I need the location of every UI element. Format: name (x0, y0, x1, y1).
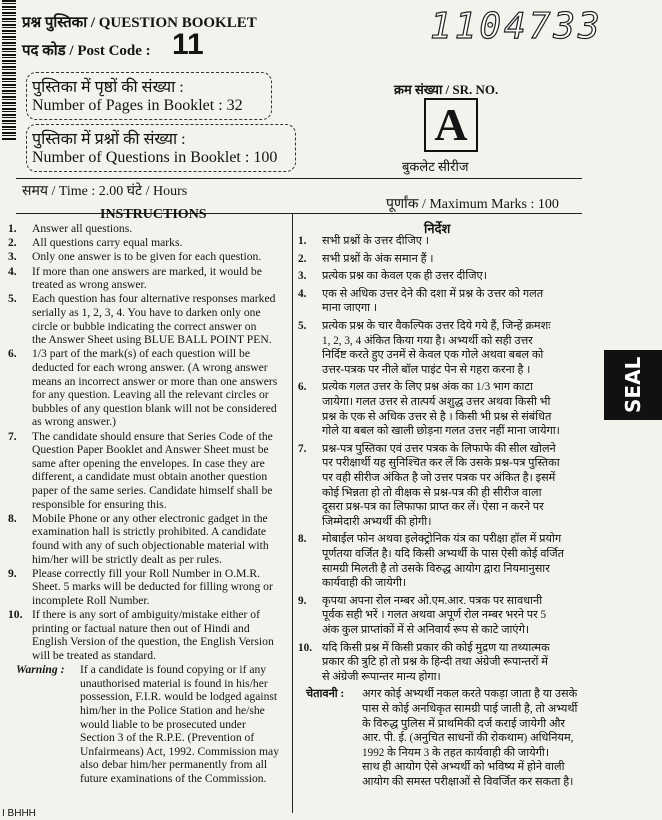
en-item-line: All questions carry equal marks. (32, 236, 183, 250)
en-item-line: If more than one answers are marked, it would be (32, 264, 262, 278)
en-item-line: Mobile Phone or any other electronic gadget in the (32, 511, 268, 525)
en-item-line: him/her will be strictly dealt as per rules. (32, 552, 222, 566)
en-item-line: 1/3 part of the mark(s) of each question will be (32, 347, 250, 361)
hi-item-number: 1. (298, 235, 307, 247)
instructions-en (8, 222, 288, 812)
questions-label-en: Number of Questions in Booklet : 100 (32, 149, 278, 166)
en-item-line: The candidate should ensure that Series Code of the (32, 429, 273, 443)
hi-item-line: से अंग्रेजी रूपान्तर मान्य होगा। (322, 670, 441, 683)
instructions-title-hi: निर्देश (424, 221, 451, 236)
en-item-line: different, a candidate must obtain another question (32, 470, 268, 484)
hi-warning-line: आयोग की समस्त परीक्षाओं से विवर्जित कर सकता है। (362, 776, 574, 788)
hi-item-number: 2. (298, 252, 307, 265)
en-item-line: paper of the same series. Candidate himself shall be (32, 484, 273, 497)
en-item-line: printing or factual nature then out of Hindi and (32, 621, 250, 635)
en-item-line: English Version of the question, the English Version (32, 635, 274, 649)
hi-item-line: पर वही सीरीज अंकित है जो उत्तर पत्रक पर अंकित है। इसमें (322, 472, 556, 484)
hi-item-line: अंक कुल प्राप्तांकों में से अनिवार्य रूप से काटे जाएंगे। (322, 624, 530, 636)
en-item-number: 3. (8, 250, 17, 264)
en-item-line: examination hall is strictly prohibited. A candidate (32, 525, 267, 539)
hi-item-number: 7. (298, 442, 307, 455)
hi-warning-line: पास से कोई अनधिकृत सामग्री पाई जाती है, तो अभ्यर्थी (362, 703, 578, 715)
hi-item-line: प्रत्येक प्रश्न के चार वैकल्पिक उत्तर दिये गये हैं, जिन्हें क्रमशः (322, 320, 551, 332)
instructions-title-en: INSTRUCTIONS (100, 207, 207, 222)
en-item-line: Sheet. 5 marks will be deducted for filling wrong or (32, 580, 273, 594)
sr-no-label: क्रम संख्या / SR. NO. (394, 82, 499, 97)
en-item-line: for any question. Leaving all the relevant circles or (32, 388, 269, 402)
en-item-number: 2. (8, 236, 17, 250)
en-item-line: means an incorrect answer or more than one answers (32, 374, 278, 388)
hi-item-number: 3. (298, 270, 307, 283)
hi-item-line: सामग्री मिलती है तो उसके विरुद्ध आयोग द्वारा नियमानुसार (322, 562, 550, 575)
hi-item-line: पूर्वक सही भरें । गलत अथवा अपूर्ण रोल नम्बर भरने पर 5 (322, 609, 547, 622)
seal-tab: SEAL (604, 350, 662, 420)
en-item-line: Only one answer is to be given for each question. (32, 250, 262, 264)
hi-warning-line: आर. पी. ई. (अनुचित साधनों की रोकथाम) अधिनियम, (362, 732, 574, 745)
instructions-hi (298, 234, 588, 814)
pages-label-en: Number of Pages in Booklet : 32 (32, 97, 243, 114)
en-item-line: Question Paper Booklet and Answer Sheet must be (32, 443, 269, 457)
hi-item-line: सभी प्रश्नों के अंक समान हैं । (322, 252, 434, 265)
en-warning-line: possession, F.I.R. would be lodged against (80, 690, 278, 704)
hi-warning-line: अगर कोई अभ्यर्थी नकल करते पकड़ा जाता है या उसके (362, 688, 578, 701)
en-warning-line: unauthorised material is found in his/her (80, 676, 268, 690)
en-item-number: 10. (8, 608, 23, 622)
hi-warning-line: साथ ही आयोग ऐसे अभ्यर्थी को भविष्य में होने वाली (362, 761, 565, 774)
en-item-number: 9. (8, 566, 17, 580)
hi-item-line: कार्यवाही की जायेगी। (322, 577, 407, 590)
en-warning-line: would liable to be prosecuted under (80, 717, 246, 731)
en-item-line: Please correctly fill your Roll Number in O.M.R. (32, 566, 260, 580)
en-warning-label: Warning : (16, 663, 65, 677)
column-divider (292, 213, 293, 813)
en-warning-line: Unfairmeans) Act, 1992. Commission may (80, 744, 280, 758)
en-warning-line: Section 3 of the R.P.E. (Prevention of (80, 731, 255, 745)
en-item-line: found with any of such objectionable material with (32, 539, 269, 552)
en-item-line: will be treated as standard. (32, 649, 156, 662)
en-warning-line: him/her in the Police Station and he/she (80, 704, 265, 717)
series-label: बुकलेट सीरीज (402, 159, 469, 174)
en-item-line: Answer all questions. (32, 222, 133, 235)
en-item-line: If there is any sort of ambiguity/mistake either of (32, 608, 260, 622)
post-code-label: पद कोड / Post Code : (22, 43, 151, 59)
questions-label-hi: पुस्तिका में प्रश्नों की संख्या : (32, 131, 186, 148)
hi-item-number: 4. (298, 287, 307, 300)
hi-item-line: माना जाएगा । (322, 302, 378, 315)
hi-item-number: 6. (298, 381, 307, 394)
hi-item-line: उत्तर-पत्रक पर नीले बॉल पाइंट पेन से गहरा करना है । (322, 363, 531, 376)
en-item-line: Each question has four alternative responses marked (32, 292, 276, 306)
hi-item-number: 8. (298, 533, 307, 546)
hi-item-line: प्रत्येक गलत उत्तर के लिए प्रश्न अंक का 1/3 भाग काटा (322, 381, 533, 394)
en-item-number: 4. (8, 264, 17, 278)
en-warning-line: future examinations of the Commission. (80, 772, 267, 785)
hi-item-line: कृपया अपना रोल नम्बर ओ.एम.आर. पत्रक पर सावधानी (322, 594, 543, 607)
hi-item-line: पूर्णतया वर्जित है। यदि किसी अभ्यर्थी के पास ऐसी कोई वर्जित (322, 548, 564, 560)
en-item-line: incomplete Roll Number. (32, 594, 150, 607)
hi-item-line: पर परीक्षार्थी यह सुनिश्चित कर लें कि उसके प्रश्न-पत्र पुस्तिका (322, 457, 560, 470)
time-label: समय / Time : 2.00 घंटे / Hours (22, 184, 188, 199)
en-item-number: 7. (8, 429, 17, 443)
hi-item-number: 9. (298, 594, 307, 607)
hi-warning-line: 1992 के नियम 3 के तहत कार्यवाही की जायेगी। (362, 746, 550, 759)
hi-item-line: प्रत्येक प्रश्न का केवल एक ही उत्तर दीजिए। (322, 270, 487, 283)
barcode (2, 0, 16, 140)
hi-item-line: प्रश्न-पत्र पुस्तिका एवं उत्तर पत्रक के लिफाफे की सील खोलने (322, 442, 556, 455)
en-item-line: the Answer Sheet using BLUE BALL POINT PEN. (32, 333, 272, 347)
hi-item-number: 10. (298, 641, 312, 654)
en-item-line: same after opening the envelopes. In case they are (32, 456, 265, 470)
pages-label-hi: पुस्तिका में पृष्ठों की संख्या : (32, 79, 184, 96)
serial-number: 1104733 (430, 6, 603, 47)
en-item-number: 1. (8, 222, 17, 235)
series-code: A (424, 98, 478, 152)
en-item-number: 8. (8, 511, 17, 525)
en-item-line: responsible for ensuring this. (32, 497, 167, 511)
hi-item-line: जायेगा। गलत उत्तर से तात्पर्य अशुद्ध उत्तर अथवा किसी भी (322, 396, 551, 408)
hi-item-line: सभी प्रश्नों के उत्तर दीजिए । (322, 235, 429, 247)
hi-item-line: दूसरा प्रश्न-पत्र का लिफाफा प्राप्त कर लें। ऐसा न करने पर (322, 501, 544, 514)
hi-item-line: यदि किसी प्रश्न में किसी प्रकार की कोई मुद्रण या तथ्यात्मक (322, 641, 550, 654)
hi-warning-label: चेतावनी : (306, 688, 345, 701)
en-item-line: as wrong answer.) (32, 415, 117, 429)
max-marks-label: पूर्णांक / Maximum Marks : 100 (386, 197, 559, 212)
footer-code: I BHHH (2, 808, 36, 819)
hi-item-line: मोबाईल फोन अथवा इलेक्ट्रोनिक यंत्र का परीक्षा हॉल में प्रयोग (322, 533, 562, 546)
hi-item-line: गोले या बबल को खाली छोड़ना गलत उत्तर नहीं माना जायेगा। (322, 425, 560, 438)
en-item-number: 5. (8, 292, 17, 306)
en-item-line: bubbles of any question blank will not be considered (32, 401, 277, 415)
post-code-value: 11 (172, 28, 204, 61)
divider-top (16, 178, 582, 179)
hi-item-line: कोई भिन्नता हो तो वीक्षक से प्रश्न-पत्र की ही सीरीज वाला (322, 486, 542, 499)
hi-item-line: प्रकार की त्रुटि हो तो प्रश्न के हिन्दी तथा अंग्रेजी रूपान्तरों में (322, 656, 548, 669)
hi-item-line: 1, 2, 3, 4 अंकित किया गया है। अभ्यर्थी को सही उत्तर (322, 334, 533, 347)
hi-item-line: एक से अधिक उत्तर देने की दशा में प्रश्न के उत्तर को गलत (322, 287, 544, 300)
hi-item-line: जिम्मेदारी अभ्यर्थी की होगी। (322, 515, 432, 528)
en-item-number: 6. (8, 347, 17, 361)
hi-item-line: प्रश्न के एक से अधिक उत्तर से है । किसी भी प्रश्न से संबंधित (322, 410, 552, 423)
en-warning-line: If a candidate is found copying or if any (80, 663, 267, 677)
en-item-line: treated as wrong answer. (32, 278, 147, 292)
hi-item-line: निर्दिष्ट करते हुए उनमें से केवल एक गोले अथवा बबल को (322, 349, 544, 362)
booklet-title: प्रश्न पुस्तिका / QUESTION BOOKLET (22, 15, 257, 31)
hi-item-number: 5. (298, 320, 307, 332)
en-item-line: serially as 1, 2, 3, 4. You have to darken only one (32, 306, 261, 319)
en-item-line: deducted for each wrong answer. (A wrong answer (32, 361, 268, 374)
en-item-line: circle or bubble indicating the correct answer on (32, 319, 257, 333)
en-warning-line: also debar him/her permanently from all (80, 758, 268, 772)
hi-warning-line: के विरुद्ध पुलिस में प्राथमिकी दर्ज कराई जायेगी और (362, 717, 565, 730)
